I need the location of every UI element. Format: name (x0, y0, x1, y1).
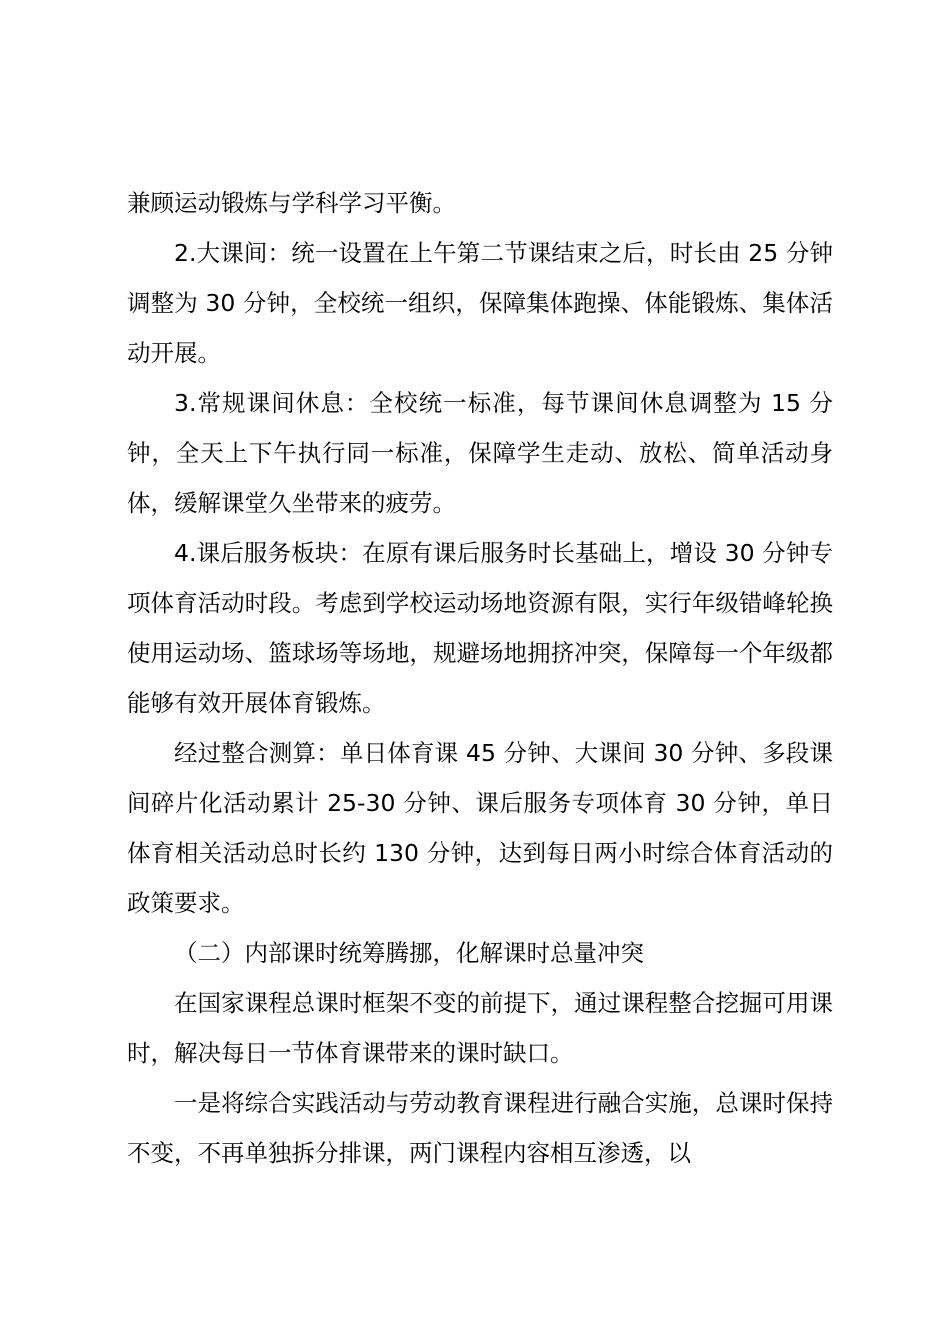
paragraph-continuation: 兼顾运动锻炼与学科学习平衡。 (127, 189, 456, 217)
paragraph-premise: 在国家课程总课时框架不变的前提下，通过课程整合挖掘可用课时，解决每日一节体育课带来的课时缺口。 (127, 989, 833, 1067)
paragraph-first-measure: 一是将综合实践活动与劳动教育课程进行融合实施，总课时保持不变，不再单独拆分排课，两门课程内容相互渗透，以 (127, 1089, 833, 1167)
paragraph-calculation: 经过整合测算：单日体育课 45 分钟、大课间 30 分钟、多段课间碎片化活动累计 25-30 分钟、课后服务专项体育 30 分钟，单日体育相关活动总时长约 130 分钟，达到每日两小时综合体育活动的政策要求。 (127, 739, 833, 917)
document-body (127, 178, 833, 1178)
paragraph-after-school: 4.课后服务板块：在原有课后服务时长基础上，增设 30 分钟专项体育活动时段。考虑到学校运动场地资源有限，实行年级错峰轮换使用运动场、篮球场等场地，规避场地拥挤冲突，保障每一个年级都能够有效开展体育锻炼。 (127, 539, 833, 717)
paragraph-big-break: 2.大课间：统一设置在上午第二节课结束之后，时长由 25 分钟调整为 30 分钟，全校统一组织，保障集体跑操、体能锻炼、集体活动开展。 (127, 239, 833, 367)
section-heading: （二）内部课时统筹腾挪，化解课时总量冲突 (174, 939, 644, 967)
paragraph-regular-break: 3.常规课间休息：全校统一标准，每节课间休息调整为 15 分钟，全天上下午执行同一标准，保障学生走动、放松、简单活动身体，缓解课堂久坐带来的疲劳。 (127, 389, 833, 517)
